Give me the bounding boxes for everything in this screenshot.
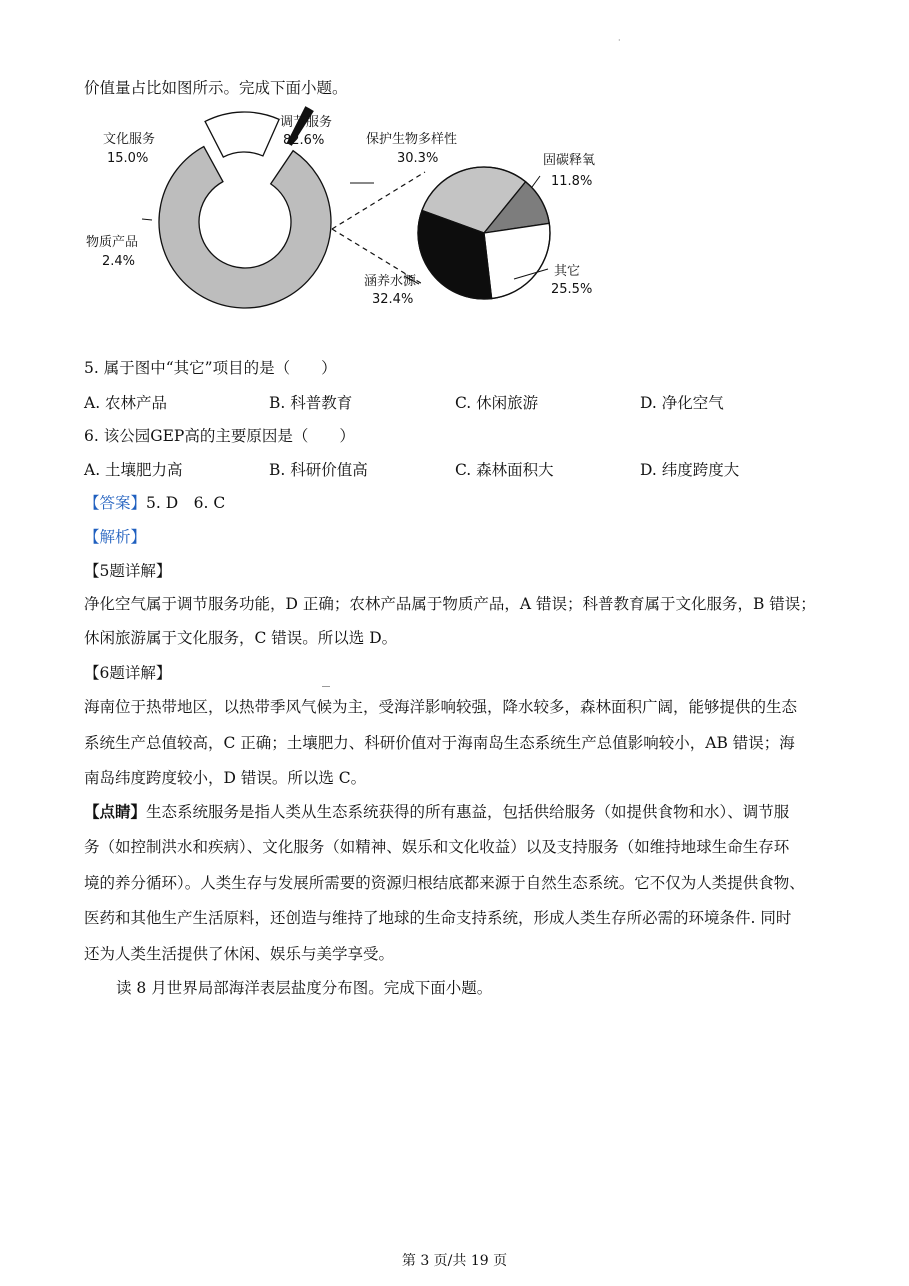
tip-line-3: 境的养分循环）。人类生存与发展所需要的资源归根结底都来源于自然生态系统。它不仅为人类提供食物、 [84, 874, 805, 892]
leader-line-1 [532, 176, 540, 187]
label-regulating-service: 调节服务 [280, 115, 333, 130]
q6-detail-line-1: 海南位于热带地区，以热带季风气候为主，受海洋影响较强，降水较多，森林面积广阔，能够提供的生态 [84, 698, 798, 716]
q5-detail-line-2: 休闲旅游属于文化服务，C 错误。所以选 D。 [84, 629, 398, 647]
q5-option-a[interactable]: A. 农林产品 [84, 394, 168, 412]
next-intro: 读 8 月世界局部海洋表层盐度分布图。完成下面小题。 [116, 979, 493, 997]
gep-charts [0, 0, 909, 360]
analysis-tag: 【解析】 [84, 528, 147, 546]
value-biodiversity: 30.3% [397, 151, 439, 166]
decorative-tick [322, 686, 330, 687]
label-cultural-service: 文化服务 [103, 132, 156, 147]
q5-option-d[interactable]: D. 净化空气 [640, 394, 724, 412]
value-water: 32.4% [372, 292, 414, 307]
label-other: 其它 [554, 264, 581, 279]
value-cultural-service: 15.0% [107, 151, 149, 166]
donut-slice-1 [205, 112, 279, 157]
q5-detail-tag: 【5题详解】 [84, 562, 172, 580]
answer-line [84, 493, 225, 513]
q6-option-c[interactable]: C. 森林面积大 [455, 461, 554, 479]
label-biodiversity: 保护生物多样性 [366, 132, 458, 147]
q6-detail-tag: 【6题详解】 [84, 664, 172, 682]
page-footer: 第 3 页/共 19 页 [401, 1253, 508, 1269]
header-dot: · [618, 36, 621, 45]
q5-stem: 5. 属于图中“其它”项目的是（ ） [84, 359, 337, 377]
q6-option-a[interactable]: A. 土壤肥力高 [84, 461, 183, 479]
leader-line-5 [142, 219, 152, 220]
tip-line-2: 务（如控制洪水和疾病）、文化服务（如精神、娱乐和文化收益）以及支持服务（如维持地球生命生存环 [84, 838, 790, 856]
answer-text: 5. D 6. C [146, 494, 226, 512]
value-carbon: 11.8% [551, 174, 593, 189]
q5-option-c[interactable]: C. 休闲旅游 [455, 394, 539, 412]
tip-line-4: 医药和其他生产生活原料，还创造与维持了地球的生命支持系统，形成人类生存所必需的环境条件. 同时 [84, 909, 792, 927]
q6-stem: 6. 该公园GEP高的主要原因是（ ） [84, 427, 355, 445]
tip-line-5: 还为人类生活提供了休闲、娱乐与美学享受。 [84, 945, 395, 963]
intro-line: 价值量占比如图所示。完成下面小题。 [84, 79, 348, 97]
q6-option-b[interactable]: B. 科研价值高 [269, 461, 368, 479]
value-material-products: 2.4% [102, 254, 136, 269]
label-carbon: 固碳释氧 [543, 153, 596, 168]
q5-option-b[interactable]: B. 科普教育 [269, 394, 353, 412]
connector-line-1 [332, 172, 425, 229]
tip-first: 生态系统服务是指人类从生态系统获得的所有惠益，包括供给服务（如提供食物和水）、调节服 [146, 803, 790, 821]
q6-detail-line-2: 系统生产总值较高，C 正确；土壤肥力、科研价值对于海南岛生态系统生产总值影响较小，AB 错误；海 [84, 734, 795, 752]
tip-line-1 [84, 802, 789, 822]
answer-tag: 【答案】 [84, 494, 147, 512]
tip-tag: 【点睛】 [84, 802, 147, 821]
pie-slice-2 [484, 223, 550, 298]
breakdown-pie-chart [418, 167, 550, 299]
value-regulating-service: 82.6% [283, 133, 325, 148]
label-material-products: 物质产品 [86, 235, 139, 250]
q6-option-d[interactable]: D. 纬度跨度大 [640, 461, 740, 479]
value-other: 25.5% [551, 282, 593, 297]
donut-slice-0 [159, 147, 331, 308]
q6-detail-line-3: 南岛纬度跨度较小，D 错误。所以选 C。 [84, 769, 367, 787]
label-water: 涵养水源 [364, 274, 417, 289]
q5-detail-line-1: 净化空气属于调节服务功能，D 正确；农林产品属于物质产品，A 错误；科普教育属于文化服务，B 错误； [84, 595, 816, 613]
